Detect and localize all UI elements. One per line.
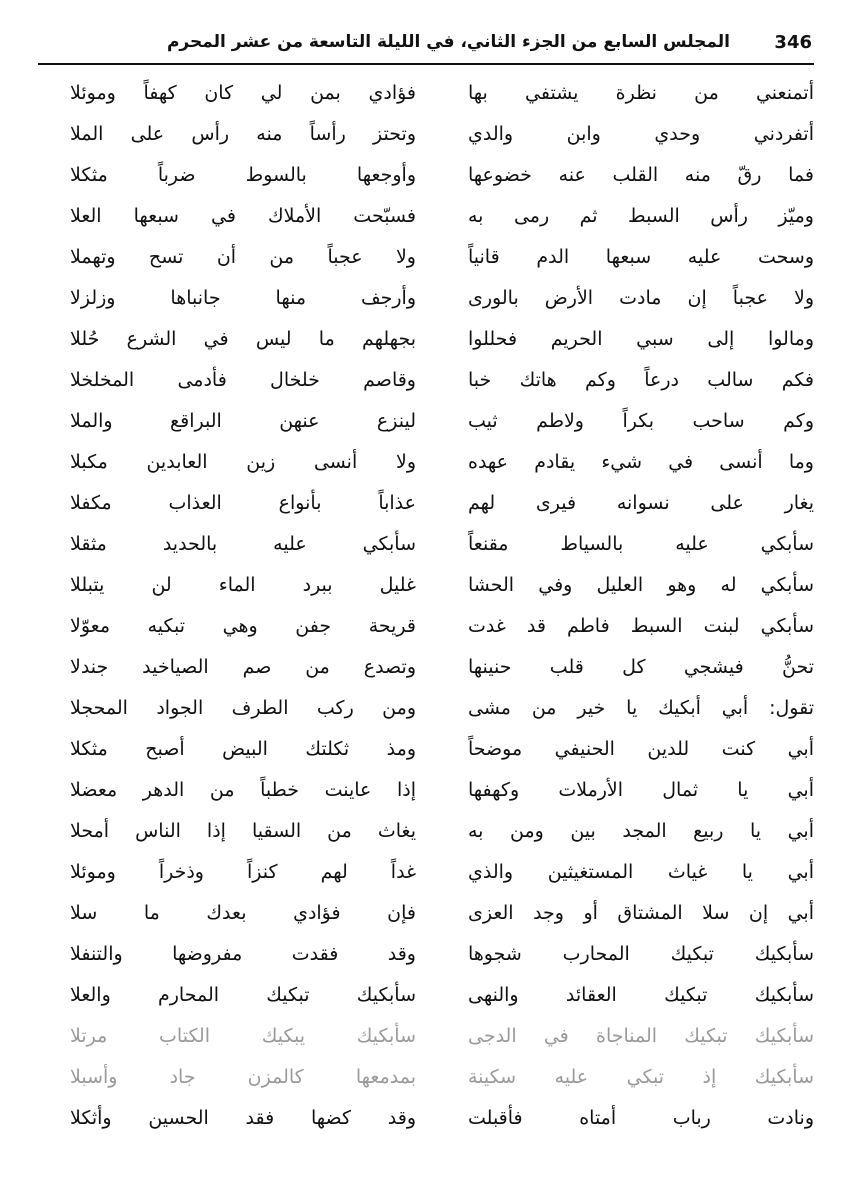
first-hemistich: أتمنعني من نظرة يشتفي بها	[468, 82, 814, 104]
first-hemistich: أتفردني وحدي وابن والدي	[468, 123, 814, 145]
second-hemistich: بجهلهم ما ليس في الشرع حُللا	[70, 328, 416, 350]
first-hemistich: سأبكي له وهو العليل وفي الحشا	[468, 574, 814, 596]
poem-verses	[40, 72, 814, 1138]
verse-line	[40, 318, 814, 359]
second-hemistich: وتحتز رأساً منه رأس على الملا	[70, 123, 416, 145]
first-hemistich: أبي كنت للدين الحنيفي موضحاً	[468, 738, 814, 760]
verse-line	[40, 687, 814, 728]
verse-line	[40, 564, 814, 605]
first-hemistich: ولا عجباً إن مادت الأرض بالورى	[468, 287, 814, 309]
second-hemistich: يغاث من السقيا إذا الناس أمحلا	[70, 820, 416, 842]
second-hemistich: لينزع عنهن البراقع والملا	[70, 410, 416, 432]
first-hemistich: سأبكيك إذ تبكي عليه سكينة	[468, 1066, 814, 1088]
second-hemistich: بمدمعها كالمزن جاد وأسبلا	[70, 1066, 416, 1088]
page-number: 346	[774, 32, 812, 53]
first-hemistich: وميّز رأس السبط ثم رمى به	[468, 205, 814, 227]
first-hemistich: وسحت عليه سبعها الدم قانياً	[468, 246, 814, 268]
verse-line	[40, 728, 814, 769]
first-hemistich: وكم ساحب بكراً ولاطم ثيب	[468, 410, 814, 432]
first-hemistich: تقول: أبي أبكيك يا خير من مشى	[468, 697, 814, 719]
verse-line	[40, 277, 814, 318]
second-hemistich: سأبكيك تبكيك المحارم والعلا	[70, 984, 416, 1006]
first-hemistich: أبي يا ربيع المجد بين ومن به	[468, 820, 814, 842]
first-hemistich: فكم سالب درعاً وكم هاتك خبا	[468, 369, 814, 391]
verse-line	[40, 195, 814, 236]
second-hemistich: إذا عاينت خطباً من الدهر معضلا	[70, 779, 416, 801]
second-hemistich: ومن ركب الطرف الجواد المحجلا	[70, 697, 416, 719]
verse-line	[40, 72, 814, 113]
second-hemistich: عذاباً بأنواع العذاب مكفلا	[70, 492, 416, 514]
first-hemistich: تحنُّ فيشجي كل قلب حنينها	[468, 656, 814, 678]
second-hemistich: ولا أنسى زين العابدين مكبلا	[70, 451, 416, 473]
verse-line	[40, 646, 814, 687]
second-hemistich: وقاصم خلخال فأدمى المخلخلا	[70, 369, 416, 391]
first-hemistich: سأبكيك تبكيك المحارب شجوها	[468, 943, 814, 965]
first-hemistich: ومالوا إلى سبي الحريم فحللوا	[468, 328, 814, 350]
verse-line	[40, 441, 814, 482]
second-hemistich: ومذ ثكلتك البيض أصبح مثكلا	[70, 738, 416, 760]
second-hemistich: سأبكيك يبكيك الكتاب مرتلا	[70, 1025, 416, 1047]
first-hemistich: أبي يا غياث المستغيثين والذي	[468, 861, 814, 883]
first-hemistich: سأبكي لبنت السبط فاطم قد غدت	[468, 615, 814, 637]
second-hemistich: فسبّحت الأملاك في سبعها العلا	[70, 205, 416, 227]
second-hemistich: وأرجف منها جانباها وزلزلا	[70, 287, 416, 309]
second-hemistich: غليل ببرد الماء لن يتبللا	[70, 574, 416, 596]
first-hemistich: سأبكي عليه بالسياط مقنعاً	[468, 533, 814, 555]
verse-line	[40, 1015, 814, 1056]
first-hemistich: فما رقّ منه القلب عنه خضوعها	[468, 164, 814, 186]
first-hemistich: وما أنسى في شيء يقادم عهده	[468, 451, 814, 473]
first-hemistich: سأبكيك تبكيك المناجاة في الدجى	[468, 1025, 814, 1047]
verse-line	[40, 851, 814, 892]
second-hemistich: فإن فؤادي بعدك ما سلا	[70, 902, 416, 924]
second-hemistich: وقد فقدت مفروضها والتنفلا	[70, 943, 416, 965]
first-hemistich: يغار على نسوانه فيرى لهم	[468, 492, 814, 514]
second-hemistich: غداً لهم كنزاً وذخراً وموئلا	[70, 861, 416, 883]
second-hemistich: وقد كضها فقد الحسين وأثكلا	[70, 1107, 416, 1129]
second-hemistich: قريحة جفن وهي تبكيه معوّلا	[70, 615, 416, 637]
first-hemistich: أبي إن سلا المشتاق أو وجد العزى	[468, 902, 814, 924]
verse-line	[40, 400, 814, 441]
first-hemistich: ونادت رباب أمتاه فأقبلت	[468, 1107, 814, 1129]
verse-line	[40, 236, 814, 277]
verse-line	[40, 892, 814, 933]
verse-line	[40, 1097, 814, 1138]
verse-line	[40, 974, 814, 1015]
header-divider	[38, 63, 814, 65]
second-hemistich: ولا عجباً من أن تسح وتهملا	[70, 246, 416, 268]
running-title: المجلس السابع من الجزء الثاني، في الليلة التاسعة من عشر المحرم	[166, 32, 730, 52]
first-hemistich: أبي يا ثمال الأرملات وكهفها	[468, 779, 814, 801]
page-header	[40, 28, 812, 62]
verse-line	[40, 113, 814, 154]
verse-line	[40, 523, 814, 564]
second-hemistich: سأبكي عليه بالحديد مثقلا	[70, 533, 416, 555]
second-hemistich: وأوجعها بالسوط ضرباً مثكلا	[70, 164, 416, 186]
verse-line	[40, 810, 814, 851]
verse-line	[40, 154, 814, 195]
verse-line	[40, 1056, 814, 1097]
verse-line	[40, 482, 814, 523]
verse-line	[40, 769, 814, 810]
first-hemistich: سأبكيك تبكيك العقائد والنهى	[468, 984, 814, 1006]
verse-line	[40, 933, 814, 974]
second-hemistich: وتصدع من صم الصياخيد جندلا	[70, 656, 416, 678]
verse-line	[40, 605, 814, 646]
verse-line	[40, 359, 814, 400]
second-hemistich: فؤادي بمن لي كان كهفاً وموئلا	[70, 82, 416, 104]
